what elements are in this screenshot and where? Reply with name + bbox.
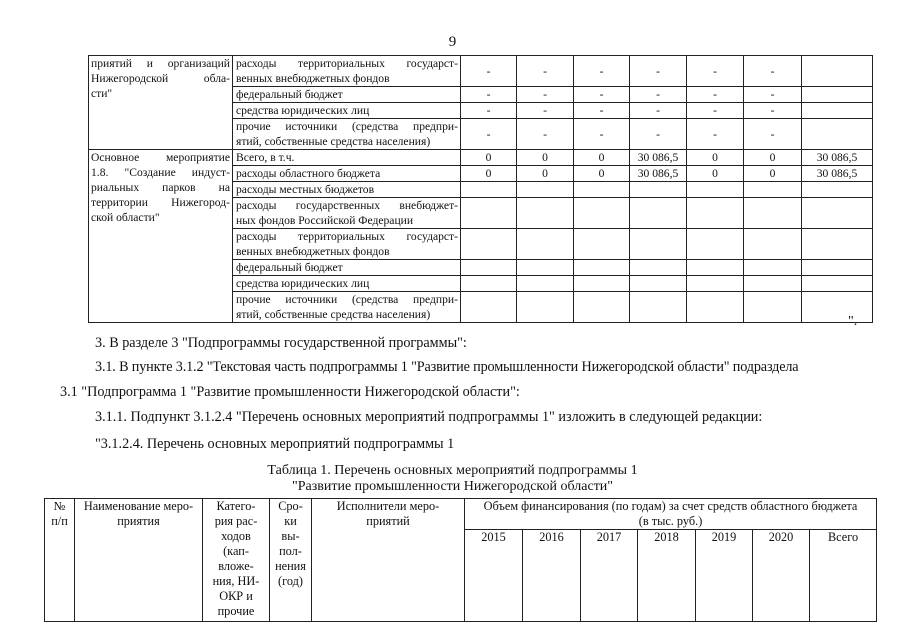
header-name-line: Наименование меро- <box>83 499 194 513</box>
funding-source-line: федеральный бюджет <box>236 88 343 101</box>
value-cell: 0 <box>687 150 744 166</box>
value-cell <box>461 229 517 260</box>
funding-source <box>233 198 461 229</box>
description-line: Нижегородской обла- <box>91 72 230 85</box>
paragraph-item-3-1-2-4: "3.1.2.4. Перечень основных мероприятий подпрограммы 1 <box>95 436 455 452</box>
funding-source-line: ятий, собственные средства населения) <box>236 308 431 321</box>
funding-source-line: расходы областного бюджета <box>236 167 381 180</box>
funding-source-line: средства юридических лиц <box>236 277 370 290</box>
value-cell: 30 086,5 <box>802 150 873 166</box>
value-cell: - <box>687 119 744 150</box>
funding-source-line: венных внебюджетных фондов <box>236 72 390 85</box>
value-cell: - <box>630 56 687 87</box>
value-cell <box>687 276 744 292</box>
header-volume-line: Объем финансирования (по годам) за счет средств областного бюджета <box>483 499 858 513</box>
table-row <box>89 56 873 87</box>
value-cell: - <box>630 119 687 150</box>
value-cell <box>802 229 873 260</box>
value-cell: - <box>574 119 630 150</box>
header-category-line: Катего- <box>216 499 256 513</box>
value-cell: - <box>461 87 517 103</box>
value-cell <box>517 229 574 260</box>
header-term-line: нения <box>275 559 306 573</box>
value-cell: - <box>687 87 744 103</box>
description-line: территории Нижегород- <box>91 196 230 209</box>
value-cell: - <box>461 103 517 119</box>
header-volume <box>465 499 877 530</box>
value-cell <box>461 198 517 229</box>
value-cell: - <box>744 87 802 103</box>
value-cell <box>744 292 802 323</box>
table-caption: Таблица 1. Перечень основных мероприятий подпрограммы 1 <box>267 463 638 478</box>
value-cell: - <box>461 56 517 87</box>
paragraph-item-3-1-1: 3.1.1. Подпункт 3.1.2.4 "Перечень основных мероприятий подпрограммы 1" изложить в следующей редакции: <box>95 409 763 425</box>
value-cell: 0 <box>461 150 517 166</box>
page-number: 9 <box>448 34 457 50</box>
funding-source <box>233 119 461 150</box>
value-cell <box>802 276 873 292</box>
header-year: 2020 <box>753 530 810 622</box>
header-volume-line: (в тыс. руб.) <box>638 514 703 528</box>
value-cell <box>802 198 873 229</box>
value-cell <box>744 198 802 229</box>
header-executors-line: Исполнители меро- <box>336 499 440 513</box>
value-cell: - <box>517 56 574 87</box>
funding-source-line: прочие источники (средства предпри- <box>236 120 458 133</box>
funding-source <box>233 56 461 87</box>
value-cell <box>461 260 517 276</box>
value-cell: - <box>744 119 802 150</box>
header-category-line: вложе- <box>218 559 254 573</box>
value-cell: 0 <box>574 166 630 182</box>
value-cell: - <box>687 56 744 87</box>
header-year: 2015 <box>465 530 523 622</box>
value-cell <box>630 260 687 276</box>
value-cell <box>574 198 630 229</box>
paragraph-item-3-1: 3.1. В пункте 3.1.2 "Текстовая часть подпрограммы 1 "Развитие промышленности Нижегородской области" подраздела <box>95 359 799 375</box>
funding-source <box>233 87 461 103</box>
header-num-line: № <box>53 499 66 513</box>
value-cell <box>802 260 873 276</box>
funding-source-line: федеральный бюджет <box>236 261 343 274</box>
value-cell: 30 086,5 <box>630 150 687 166</box>
value-cell <box>517 182 574 198</box>
value-cell: - <box>517 103 574 119</box>
value-cell: 0 <box>744 166 802 182</box>
funding-source-line: Всего, в т.ч. <box>236 151 295 164</box>
header-category-line: ОКР и <box>219 589 253 603</box>
header-category-line: (кап- <box>223 544 249 558</box>
value-cell <box>630 276 687 292</box>
value-cell <box>687 182 744 198</box>
header-num-line: п/п <box>51 514 68 528</box>
header-year: Всего <box>810 530 877 622</box>
closing-quote: ". <box>848 314 858 329</box>
header-year: 2019 <box>696 530 753 622</box>
header-name <box>75 499 203 622</box>
header-term-line: пол- <box>279 544 302 558</box>
description-line: 1.8. "Создание индуст- <box>91 166 230 179</box>
measure-description <box>89 150 233 323</box>
description-line: риальных парков на <box>91 181 230 194</box>
funding-source-line: венных внебюджетных фондов <box>236 245 390 258</box>
value-cell <box>630 198 687 229</box>
value-cell: 0 <box>574 150 630 166</box>
funding-source-line: прочие источники (средства предпри- <box>236 293 458 306</box>
value-cell <box>802 103 873 119</box>
value-cell <box>687 292 744 323</box>
value-cell <box>802 119 873 150</box>
description-line: Основное мероприятие <box>91 151 230 164</box>
funding-sources-table <box>88 55 873 323</box>
funding-source-line: расходы территориальных государст- <box>236 57 458 70</box>
header-term-line: (год) <box>278 574 303 588</box>
value-cell <box>517 260 574 276</box>
header-name-line: приятия <box>117 514 160 528</box>
value-cell <box>574 260 630 276</box>
value-cell <box>687 229 744 260</box>
description-line: ской области" <box>91 211 160 224</box>
measures-table <box>44 498 877 622</box>
header-term-line: вы- <box>281 529 300 543</box>
funding-source <box>233 229 461 260</box>
header-category-line: ния, НИ- <box>212 574 260 588</box>
value-cell: 30 086,5 <box>802 166 873 182</box>
value-cell <box>744 182 802 198</box>
description-line: сти" <box>91 87 113 100</box>
value-cell: 0 <box>687 166 744 182</box>
value-cell <box>461 276 517 292</box>
value-cell <box>802 182 873 198</box>
funding-source <box>233 150 461 166</box>
header-term-line: ки <box>284 514 297 528</box>
value-cell <box>744 229 802 260</box>
value-cell <box>802 87 873 103</box>
value-cell <box>574 276 630 292</box>
value-cell <box>517 276 574 292</box>
value-cell <box>744 276 802 292</box>
description-line: приятий и организаций <box>91 57 230 70</box>
value-cell: 0 <box>744 150 802 166</box>
table-caption-subtitle: "Развитие промышленности Нижегородской области" <box>291 479 614 494</box>
header-num <box>45 499 75 622</box>
value-cell: 30 086,5 <box>630 166 687 182</box>
funding-source <box>233 166 461 182</box>
value-cell <box>574 292 630 323</box>
header-category <box>203 499 270 622</box>
value-cell: - <box>630 87 687 103</box>
value-cell: - <box>687 103 744 119</box>
value-cell: - <box>574 56 630 87</box>
funding-source-line: средства юридических лиц <box>236 104 370 117</box>
value-cell: 0 <box>517 166 574 182</box>
value-cell <box>630 182 687 198</box>
value-cell <box>630 292 687 323</box>
header-executors <box>312 499 465 622</box>
header-executors-line: приятий <box>366 514 410 528</box>
funding-source-line: расходы местных бюджетов <box>236 183 375 196</box>
value-cell <box>802 56 873 87</box>
value-cell: - <box>574 87 630 103</box>
header-category-line: прочие <box>217 604 255 618</box>
value-cell <box>461 182 517 198</box>
header-term-line: Сро- <box>278 499 303 513</box>
funding-source-line: расходы территориальных государст- <box>236 230 458 243</box>
value-cell <box>461 292 517 323</box>
funding-source-line: ятий, собственные средства населения) <box>236 135 431 148</box>
value-cell: - <box>744 103 802 119</box>
value-cell <box>802 292 873 323</box>
value-cell: - <box>461 119 517 150</box>
value-cell: - <box>744 56 802 87</box>
value-cell <box>517 292 574 323</box>
header-year: 2018 <box>638 530 696 622</box>
funding-source-line: ных фондов Российской Федерации <box>236 214 414 227</box>
funding-source <box>233 292 461 323</box>
funding-source <box>233 182 461 198</box>
header-year: 2016 <box>523 530 581 622</box>
funding-source <box>233 260 461 276</box>
value-cell: - <box>517 119 574 150</box>
header-term <box>270 499 312 622</box>
value-cell: 0 <box>461 166 517 182</box>
table-row <box>89 150 873 166</box>
funding-source <box>233 103 461 119</box>
measure-description <box>89 56 233 150</box>
value-cell: - <box>574 103 630 119</box>
header-year: 2017 <box>581 530 638 622</box>
paragraph-section-3: 3. В разделе 3 "Подпрограммы государственной программы": <box>95 335 467 351</box>
value-cell <box>687 260 744 276</box>
paragraph-item-3-1-cont: 3.1 "Подпрограмма 1 "Развитие промышленности Нижегородской области": <box>60 384 520 400</box>
value-cell: 0 <box>517 150 574 166</box>
value-cell <box>687 198 744 229</box>
value-cell <box>517 198 574 229</box>
value-cell <box>574 229 630 260</box>
header-category-line: рия рас- <box>214 514 258 528</box>
value-cell <box>630 229 687 260</box>
value-cell <box>574 182 630 198</box>
funding-source-line: расходы государственных внебюджет- <box>236 199 458 212</box>
value-cell: - <box>517 87 574 103</box>
value-cell: - <box>630 103 687 119</box>
header-category-line: ходов <box>221 529 251 543</box>
value-cell <box>744 260 802 276</box>
funding-source <box>233 276 461 292</box>
